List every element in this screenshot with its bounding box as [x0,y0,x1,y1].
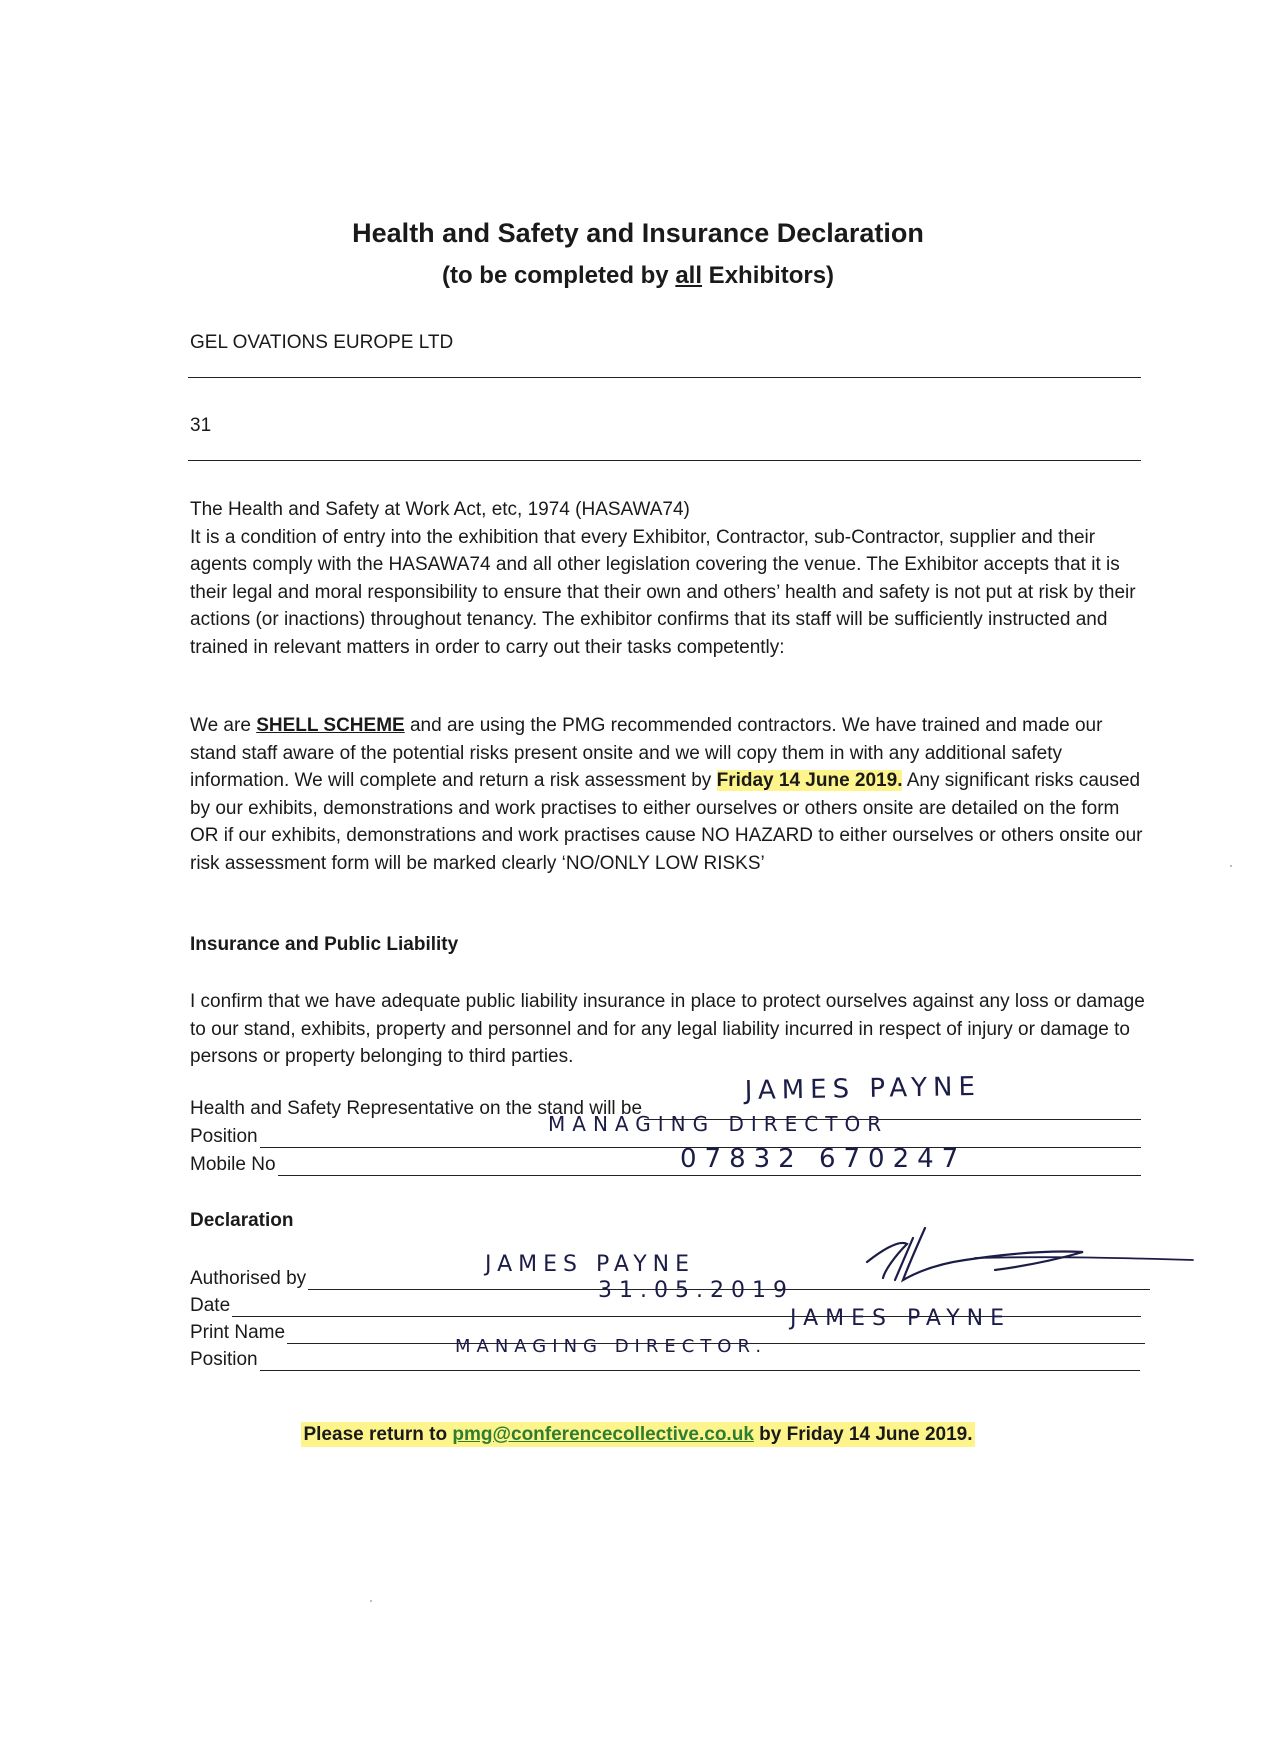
stand-number: 31 [190,415,212,436]
footer-suffix: by Friday 14 June 2019. [753,1424,973,1445]
mobile-handwriting: 07832 670247 [680,1144,967,1174]
shell-text-post: Any significant risks caused by our exhibits, demonstrations and work practises to either ourselves or others onsite are detailed on the form OR if our exhibits, demonstrations and work practises cause NO HAZARD to either ourselves or others onsite our risk assessment form will be marked clearly ‘NO/ONLY LOW RISKS’ [190,770,1143,874]
print-name-label: Print Name [190,1322,286,1343]
shell-text-pre: We are [190,715,257,736]
date-label: Date [190,1295,231,1316]
stand-number-line [188,460,1141,461]
shell-scheme-paragraph [190,712,1150,877]
hasawa-heading: The Health and Safety at Work Act, etc, 1974 (HASAWA74) [190,499,690,520]
return-instructions [0,1424,1276,1446]
insurance-text: I confirm that we have adequate public liability insurance in place to protect ourselves against any loss or damage to our stand, exhibits, property and personnel and for any legal liability incurred in respect of injury or damage to persons or property belonging to third parties. [190,991,1145,1067]
authorised-by-label: Authorised by [190,1268,307,1289]
mobile-row [190,1150,1141,1176]
page-title: Health and Safety and Insurance Declaration [352,218,924,248]
decl-position-handwriting: MANAGING DIRECTOR. [455,1336,768,1357]
return-email-link[interactable]: pmg@conferencecollective.co.uk [452,1424,754,1445]
page-subtitle [0,262,1276,290]
shell-scheme-label: SHELL SCHEME [256,715,405,736]
insurance-body [190,988,1150,1071]
representative-handwriting: JAMES PAYNE [744,1071,982,1106]
hasawa-section [190,496,1150,661]
decl-position-label: Position [190,1349,258,1370]
print-name-handwriting: JAMES PAYNE [790,1306,1011,1331]
shell-text-mid: and are using the PMG recommended contractors. We have trained and made our stand staff aware of the potential risks present onsite and we will copy them in with any additional safety information. We will complete and return a risk assessment by [190,715,1103,791]
rep-position-label: Position [190,1126,258,1147]
scan-speck [1230,865,1232,867]
insurance-heading: Insurance and Public Liability [190,934,459,955]
subtitle-suffix: Exhibitors) [702,262,835,289]
declaration-heading: Declaration [190,1210,294,1231]
scan-speck [370,1600,372,1602]
rep-position-handwriting: MANAGING DIRECTOR [548,1112,889,1136]
company-name-line [188,377,1141,378]
company-name: GEL OVATIONS EUROPE LTD [190,332,454,353]
hasawa-body: It is a condition of entry into the exhibition that every Exhibitor, Contractor, sub-Contractor, supplier and their agents comply with the HASAWA74 and all other legislation covering the venue. The Exhibitor accepts that it is their legal and moral responsibility to ensure that their own and others’ health and safety is not put at risk by their actions (or inactions) throughout tenancy. The exhibitor confirms that its staff will be sufficiently instructed and trained in relevant matters in order to carry out their tasks competently: [190,526,1136,658]
signature-image [855,1220,1195,1290]
authorised-by-handwriting: JAMES PAYNE [485,1252,695,1277]
representative-label: Health and Safety Representative on the stand will be [190,1098,643,1119]
date-handwriting: 31.05.2019 [598,1278,794,1303]
footer-prefix: Please return to [303,1424,453,1445]
subtitle-emphasis: all [675,262,703,289]
risk-assessment-deadline: Friday 14 June 2019. [716,770,903,791]
subtitle-prefix: (to be completed by [441,262,676,289]
mobile-label: Mobile No [190,1154,276,1175]
